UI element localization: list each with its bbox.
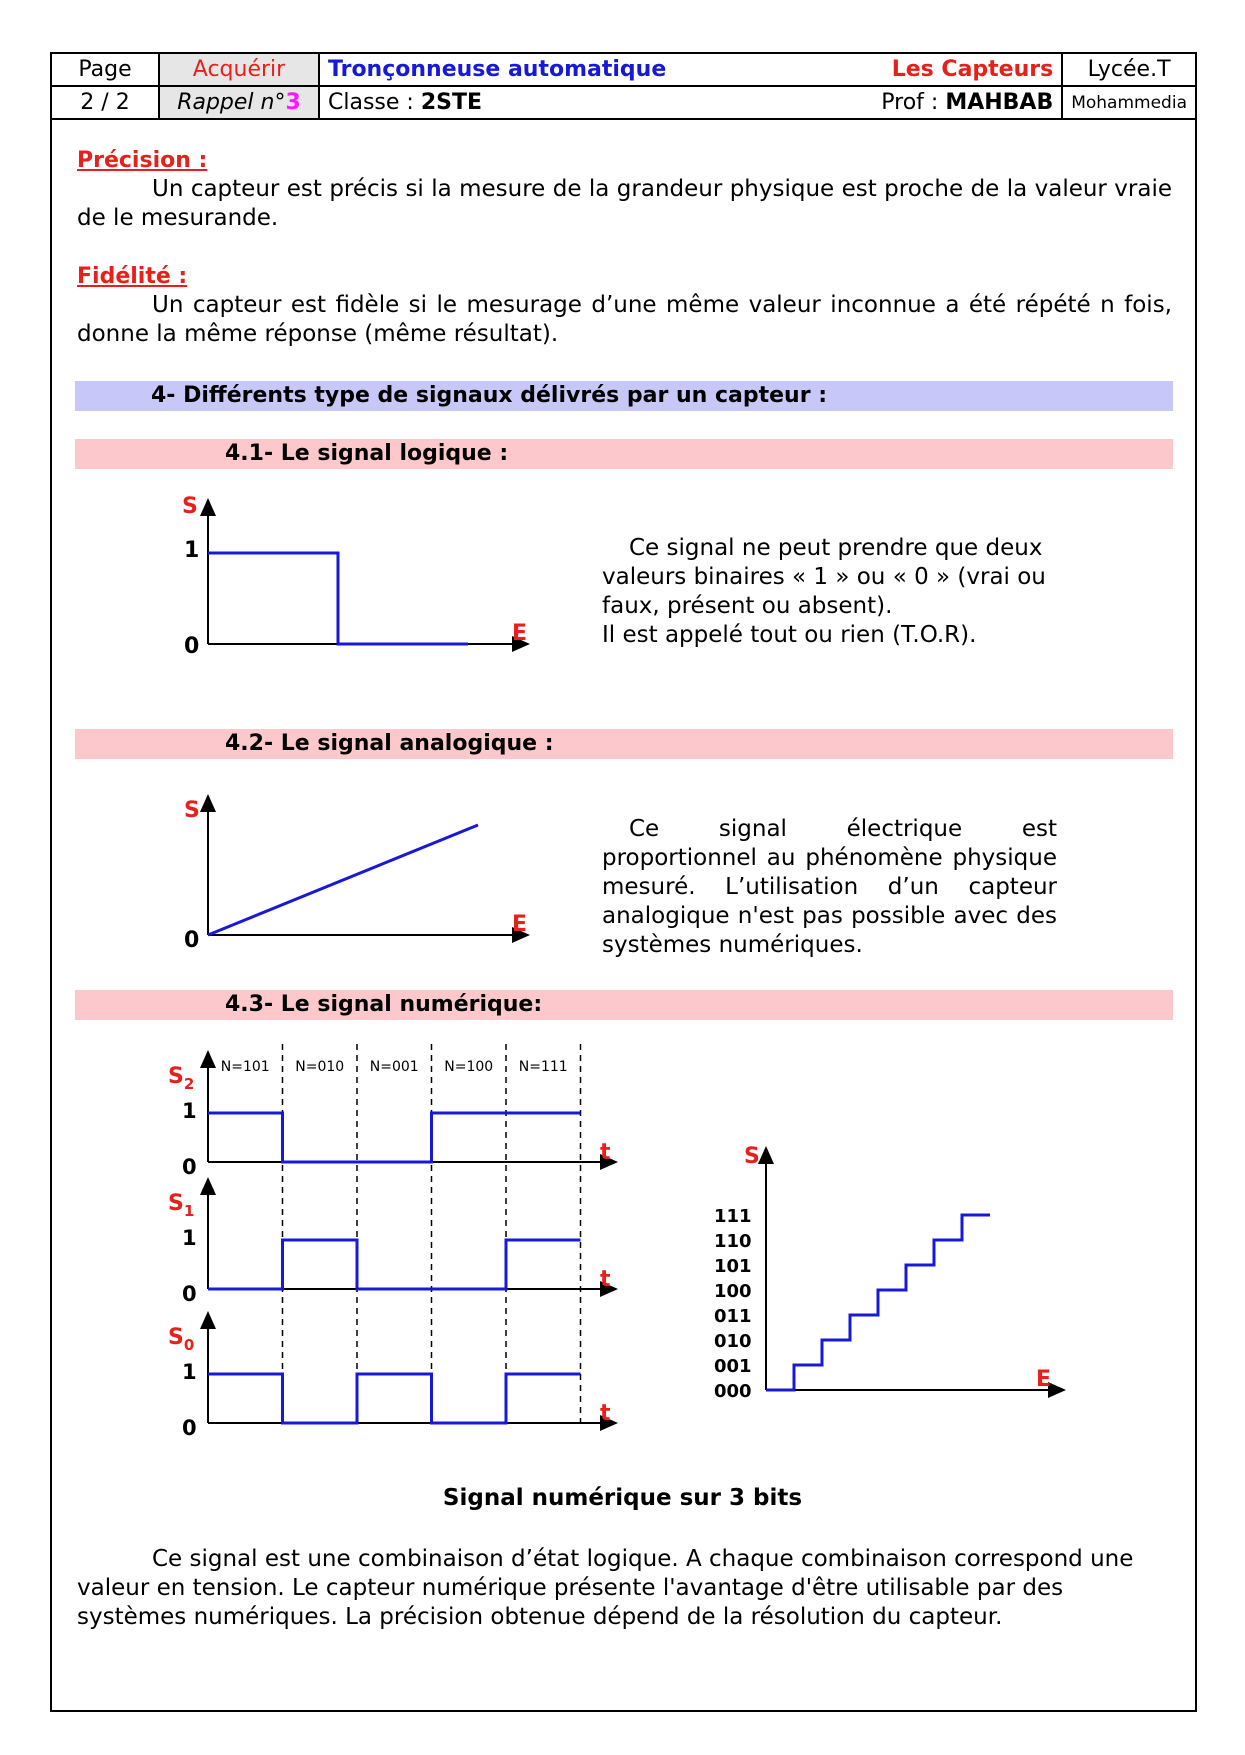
x-label: E	[512, 621, 528, 646]
numerique-title: 4.3- Le signal numérique:	[75, 990, 1173, 1020]
rappel	[159, 86, 319, 119]
section-label: Acquérir	[159, 53, 319, 86]
logique-chart	[150, 490, 550, 670]
precision-text: Un capteur est précis si la mesure de la grandeur physique est proche de la valeur vraie de le mesurande.	[77, 176, 1172, 231]
tick-0: 0	[184, 634, 200, 659]
classe	[319, 86, 804, 119]
document-header	[50, 52, 1197, 120]
level-label: 010	[714, 1331, 752, 1352]
page-number: 2 / 2	[51, 86, 159, 119]
level-label: 110	[714, 1231, 752, 1252]
y-label: S	[184, 798, 200, 823]
tick-1: 1	[182, 1360, 197, 1384]
segment-label: N=111	[518, 1059, 568, 1075]
segment-label: N=100	[444, 1059, 494, 1075]
staircase-chart	[714, 1140, 1080, 1420]
section4-title: 4- Différents type de signaux délivrés par un capteur :	[75, 381, 1173, 411]
page-label: Page	[51, 53, 159, 86]
prof-value: MAHBAB	[945, 90, 1054, 115]
fidelite-text: Un capteur est fidèle si le mesurage d’une même valeur inconnue a été répété n fois, donne la même réponse (même résultat).	[77, 292, 1172, 347]
staircase-signal-line	[766, 1215, 990, 1390]
level-label: 111	[714, 1206, 752, 1227]
numerique-caption: Signal numérique sur 3 bits	[442, 1485, 803, 1511]
prof	[804, 86, 1062, 119]
topic-text: Les Capteurs	[891, 57, 1054, 82]
x-label: E	[1036, 1367, 1052, 1392]
logique-text-2: Il est appelé tout ou rien (T.O.R).	[602, 622, 977, 648]
channel-label: $S_0$	[168, 1325, 195, 1354]
t-label: t	[600, 1401, 611, 1426]
level-label: 101	[714, 1256, 752, 1277]
level-label: 000	[714, 1381, 752, 1402]
numerique-text: Ce signal est une combinaison d’état logique. A chaque combinaison correspond une valeur en tension. Le capteur numérique présente l'avantage d'être utilisable par des systèmes numériques. La précision obtenue dépend de la résolution du capteur.	[77, 1546, 1134, 1630]
tick-1: 1	[184, 538, 200, 563]
tick-0: 0	[182, 1155, 197, 1179]
logique-text	[602, 534, 1062, 650]
segment-label: N=101	[220, 1059, 270, 1075]
channel-signal-line	[208, 1240, 581, 1289]
level-label: 001	[714, 1356, 752, 1377]
t-label: t	[600, 1140, 611, 1165]
rappel-number: 3	[285, 90, 301, 115]
channel-label: $S_1$	[168, 1191, 195, 1220]
x-label: E	[512, 912, 528, 937]
logique-text-1: Ce signal ne peut prendre que deux valeurs binaires « 1 » ou « 0 » (vrai ou faux, présent ou absent).	[602, 535, 1046, 619]
analogique-text: Ce signal électrique est proportionnel au phénomène physique mesuré. L’utilisation d’un capteur analogique n'est pas possible avec des systèmes numériques.	[602, 816, 1057, 958]
prof-label: Prof :	[881, 90, 946, 115]
channel-signal-line	[208, 1374, 581, 1423]
logique-title: 4.1- Le signal logique :	[75, 439, 1173, 469]
segment-label: N=010	[295, 1059, 345, 1075]
logique-signal-line	[208, 553, 468, 644]
timing-diagram	[160, 1040, 630, 1460]
analogique-title: 4.2- Le signal analogique :	[75, 729, 1173, 759]
rappel-prefix: Rappel n°	[177, 90, 286, 115]
channel-signal-line	[208, 1113, 581, 1162]
classe-label: Classe :	[328, 90, 421, 115]
tick-0: 0	[182, 1416, 197, 1440]
school-line2: Mohammedia	[1062, 86, 1196, 119]
classe-value: 2STE	[420, 90, 482, 115]
y-label: S	[182, 494, 198, 519]
segment-label: N=001	[369, 1059, 419, 1075]
tick-0: 0	[182, 1282, 197, 1306]
precision-heading: Précision :	[77, 148, 208, 173]
analogique-chart	[150, 786, 550, 956]
level-label: 011	[714, 1306, 752, 1327]
school-line1: Lycée.T	[1062, 53, 1196, 86]
tick-1: 1	[182, 1226, 197, 1250]
tick-1: 1	[182, 1099, 197, 1123]
analogique-signal-line	[208, 825, 478, 935]
title-text: Tronçonneuse automatique	[328, 57, 667, 82]
level-label: 100	[714, 1281, 752, 1302]
t-label: t	[600, 1267, 611, 1292]
fidelite-heading: Fidélité :	[77, 264, 188, 289]
doc-title	[319, 53, 804, 86]
tick-0: 0	[184, 928, 200, 953]
channel-label: $S_2$	[168, 1064, 195, 1093]
topic	[804, 53, 1062, 86]
y-label: S	[744, 1144, 760, 1169]
